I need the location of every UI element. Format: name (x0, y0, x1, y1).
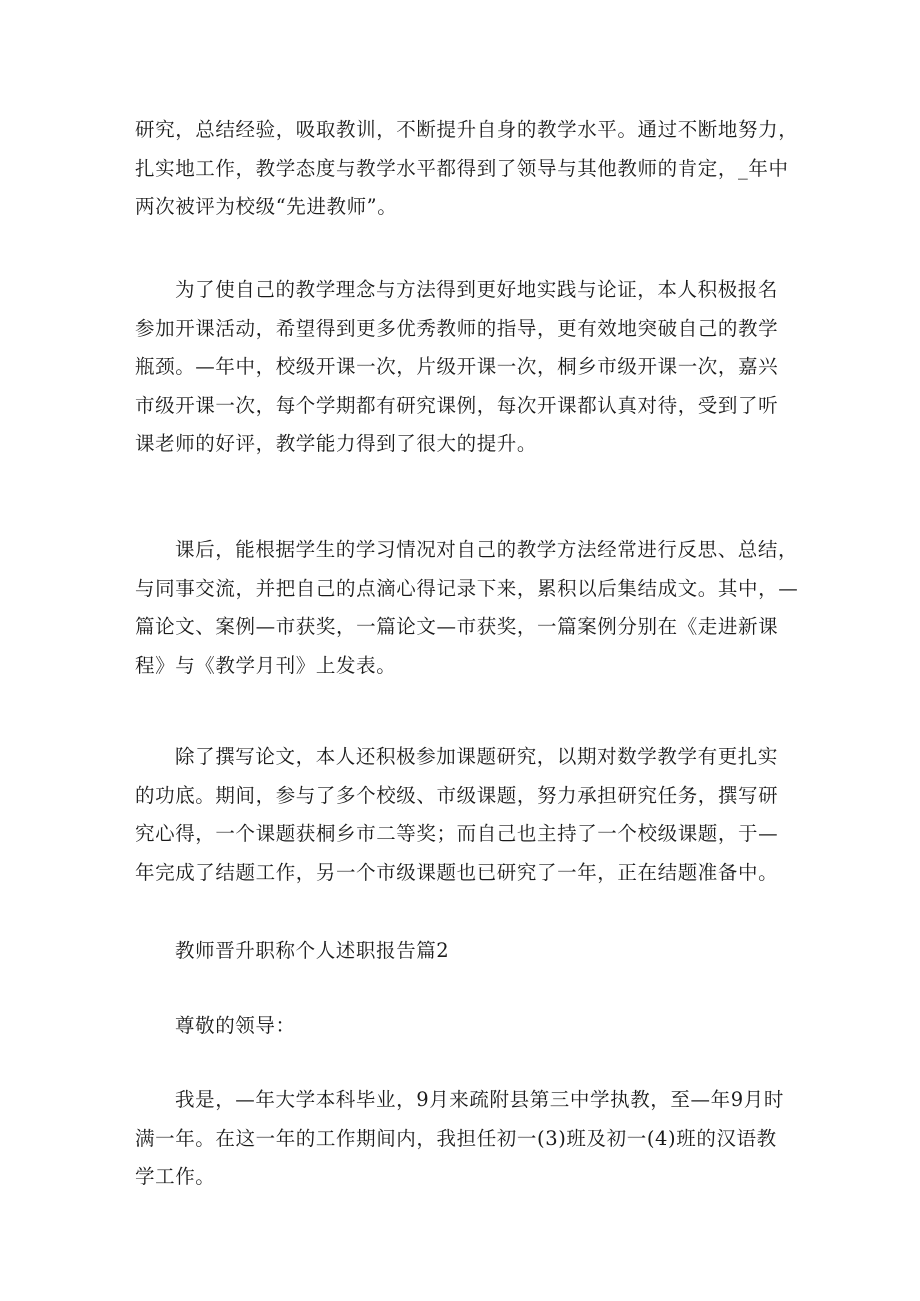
paragraph-open-classes (135, 271, 795, 464)
section-heading (135, 932, 795, 971)
text-line: 扎实地工作，教学态度与教学水平都得到了领导与其他教师的肯定，_年中 (135, 156, 789, 180)
text-line: 为了使自己的教学理念与方法得到更好地实践与论证，本人积极报名 (175, 278, 779, 301)
text-line: 与同事交流，并把自己的点滴心得记录下来，累积以后集结成文。其中，— (135, 576, 799, 600)
paragraph-research-projects (135, 738, 795, 892)
paragraph-reflection-papers (135, 531, 799, 685)
paragraph-self-introduction (135, 1081, 795, 1197)
text-line: 除了撰写论文，本人还积极参加课题研究，以期对数学教学有更扎实 (175, 745, 779, 768)
text-line: 究心得，一个课题获桐乡市二等奖；而自己也主持了一个校级课题，于— (135, 822, 779, 845)
text-line: 瓶颈。—年中，校级开课一次，片级开课一次，桐乡市级开课一次，嘉兴 (135, 355, 779, 378)
text-line: 课老师的好评，教学能力得到了很大的提升。 (135, 432, 538, 455)
text-line: 的功底。期间，参与了多个校级、市级课题，努力承担研究任务，撰写研 (135, 783, 779, 807)
text-line: 年完成了结题工作，另一个市级课题也已研究了一年，正在结题准备中。 (135, 860, 779, 884)
text-line: 参加开课活动，希望得到更多优秀教师的指导，更有效地突破自己的教学 (135, 316, 779, 340)
paragraph-teaching-summary (135, 111, 799, 227)
text-line: 满一年。在这一年的工作期间内，我担任初一(3)班及初一(4)班的汉语教 (135, 1126, 777, 1150)
text-line: 研究，总结经验，吸取教训，不断提升自身的教学水平。通过不断地努力， (135, 118, 799, 141)
text-line: 篇论文、案例—市获奖，一篇论文—市获奖，一篇案例分别在《走进新课 (135, 615, 779, 638)
text-line: 程》与《教学月刊》上发表。 (135, 653, 397, 677)
salutation (135, 1007, 795, 1046)
text-line: 学工作。 (135, 1165, 216, 1188)
text-line: 两次被评为校级“先进教师”。 (135, 195, 398, 218)
salutation-text: 尊敬的领导： (175, 1014, 296, 1037)
heading-text: 教师晋升职称个人述职报告篇2 (175, 939, 450, 962)
text-line: 我是，—年大学本科毕业，9月来疏附县第三中学执教，至—年9月时 (175, 1088, 784, 1111)
text-line: 课后，能根据学生的学习情况对自己的教学方法经常进行反思、总结， (175, 538, 799, 561)
text-line: 市级开课一次，每个学期都有研究课例，每次开课都认真对待，受到了听 (135, 393, 779, 417)
